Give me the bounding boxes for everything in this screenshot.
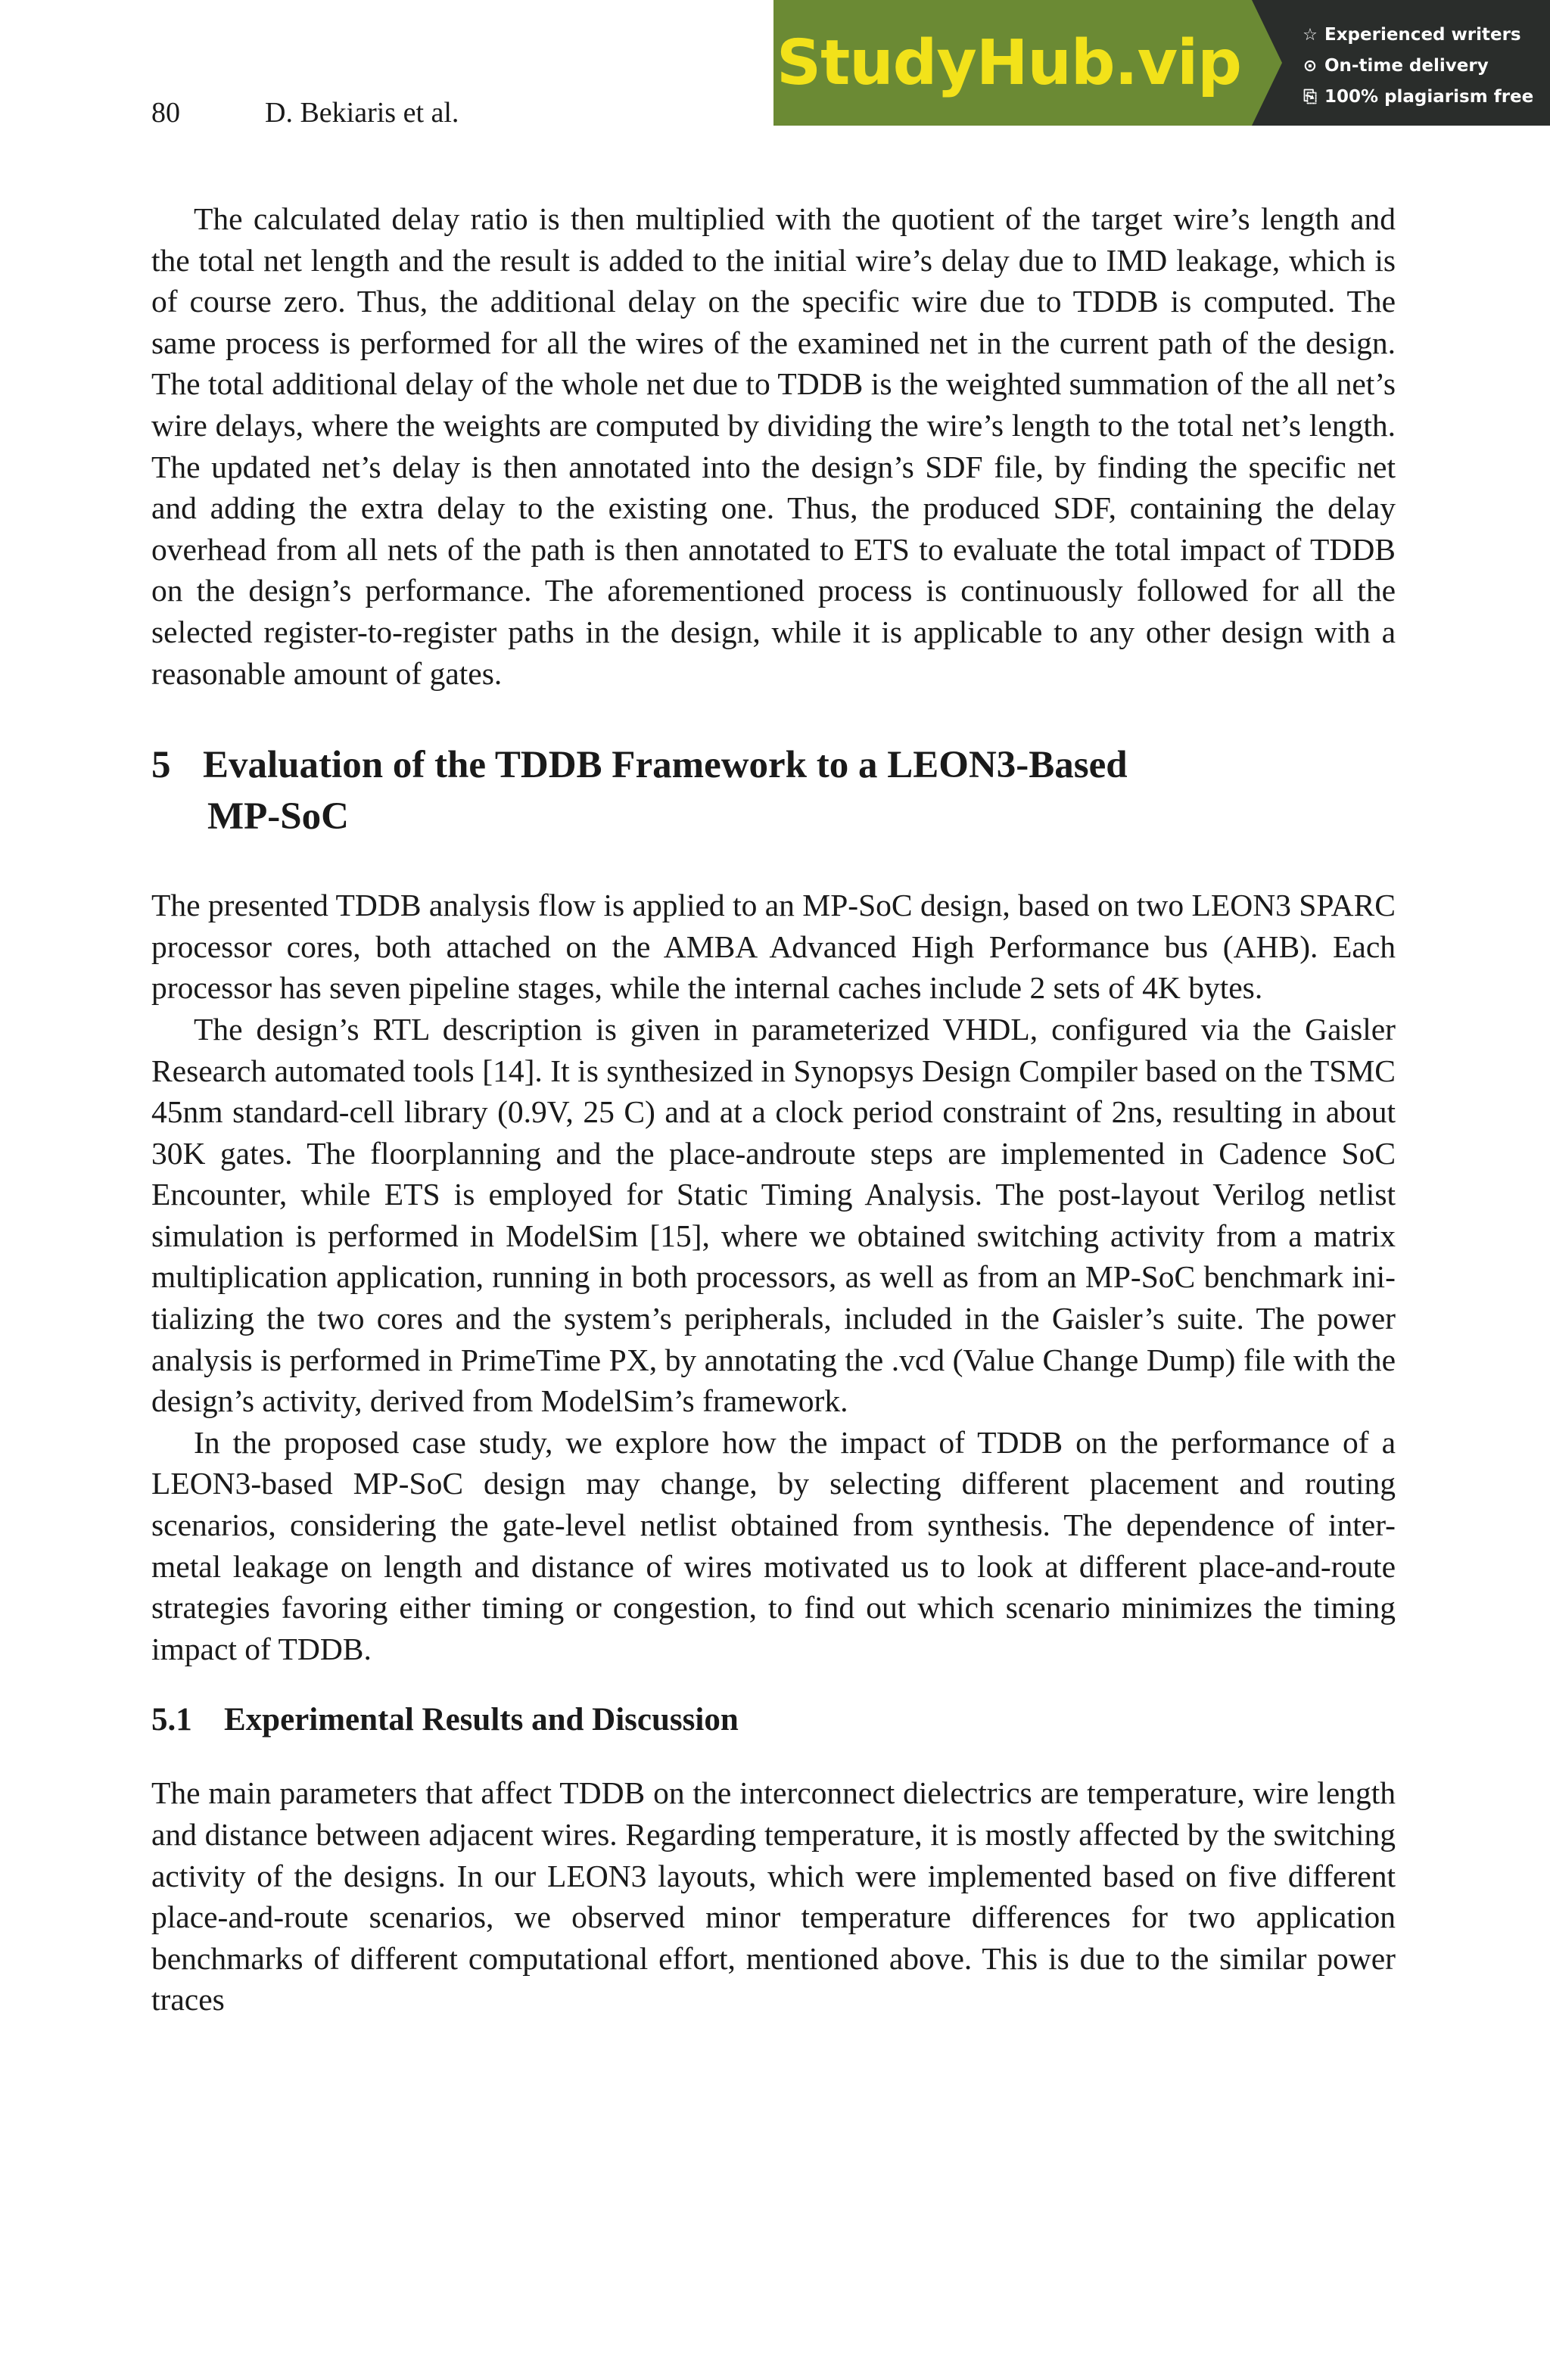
page-body [151,198,1396,2021]
subsection-title: Experimental Results and Discussion [224,1702,739,1738]
banner-features [1252,0,1550,126]
feature-experienced-writers [1300,20,1550,51]
subsection-heading-5-1 [151,1700,1396,1741]
running-authors: D. Bekiaris et al. [265,97,459,129]
studyhub-banner[interactable] [773,0,1550,126]
subsection-number: 5.1 [151,1702,192,1738]
section-title-line1: Evaluation of the TDDB Framework to a LEON3-Based [203,744,1128,787]
paragraph-experimental-results: The main parameters that affect TDDB on the interconnect dielectrics are temperature, wire length and distance between adjacent wires. Regarding temperature, it is mostly affected by the switching activity of the designs. In our LEON3 layouts, which were implemented based on five different place-and-route scenarios, we observed minor temperature differences for two application benchmarks of different computational effort, mentioned above. This is due to the similar power traces [151,1775,1396,2018]
paragraph-case-study: In the proposed case study, we explore how the impact of TDDB on the performance of a LEON3-based MP-SoC design may change, by selecting different placement and routing scenarios, considering the gate-level netlist obtained from synthesis. The dependence of inter-metal leakage on length and distance of wires motivated us to look at different place-and-route strategies favoring either timing or congestion, to find out which scenario minimizes the timing impact of TDDB. [151,1424,1396,1666]
feature-plagiarism-free [1300,82,1550,113]
feature-on-time-delivery [1300,51,1550,82]
section-heading-5 [151,739,1396,842]
feature-label: Experienced writers [1324,25,1521,45]
section-title-line2: MP-SoC [207,795,349,838]
paragraph-delay-computation: The calculated delay ratio is then multiplied with the quotient of the target wire’s length and the total net length and the result is added to the initial wire’s delay due to IMD leakage, which is of course zero. Thus, the additional delay on the specific wire due to TDDB is computed. The same process is performed for all the wires of the examined net in the current path of the design. The total additional delay of the whole net due to TDDB is the weighted summation of the all net’s wire delays, where the weights are computed by dividing the wire’s length to the total net’s length. The updated net’s delay is then annotated into the design’s SDF file, by finding the specific net and adding the extra delay to the existing one. Thus, the produced SDF, containing the delay overhead from all nets of the path is then annotated to ETS to evaluate the total impact of TDDB on the design’s performance. The aforementioned process is continuously followed for all the selected register-to-register paths in the design, while it is applicable to any other design with a reasonable amount of gates. [151,201,1396,691]
studyhub-logo: StudyHub.vip [777,26,1241,99]
paragraph-mpsoc-design: The presented TDDB analysis flow is applied to an MP-SoC design, based on two LEON3 SPARC processor cores, both attached on the AMBA Advanced High Performance bus (AHB). Each processor has seven pipeline stages, while the internal caches include 2 sets of 4K bytes. [151,888,1396,1006]
banner-logo-area [773,0,1252,126]
page-number: 80 [151,97,180,129]
section-title [203,739,1396,842]
star-icon: ☆ [1303,26,1318,45]
running-header [151,98,459,127]
paragraph-rtl-description: The design’s RTL description is given in parameterized VHDL, configured via the Gaisler Research automated tools [14]. It is synthesized in Synopsys Design Compiler based on the TSMC 45nm standard-cell library (0.9V, 25 C) and at a clock period constraint of 2ns, resulting in about 30K gates. The floorplanning and the place-androute steps are implemented in Cadence SoC Encounter, while ETS is employed for Static Timing Analysis. The post-layout Verilog netlist simulation is performed in ModelSim [15], where we obtained switching activity from a matrix multiplication application, running in both processors, as well as from an MP-SoC benchmark initializing the two cores and the system’s peripherals, included in the Gaisler’s suite. The power analysis is performed in PrimeTime PX, by annotating the .vcd (Value Change Dump) file with the design’s activity, derived from ModelSim’s framework. [151,1011,1396,1419]
section-number: 5 [151,744,171,787]
feature-label: 100% plagiarism free [1324,87,1534,107]
document-icon: ⎘ [1303,88,1317,107]
feature-label: On-time delivery [1324,56,1489,76]
clock-icon: ⊙ [1303,57,1318,76]
